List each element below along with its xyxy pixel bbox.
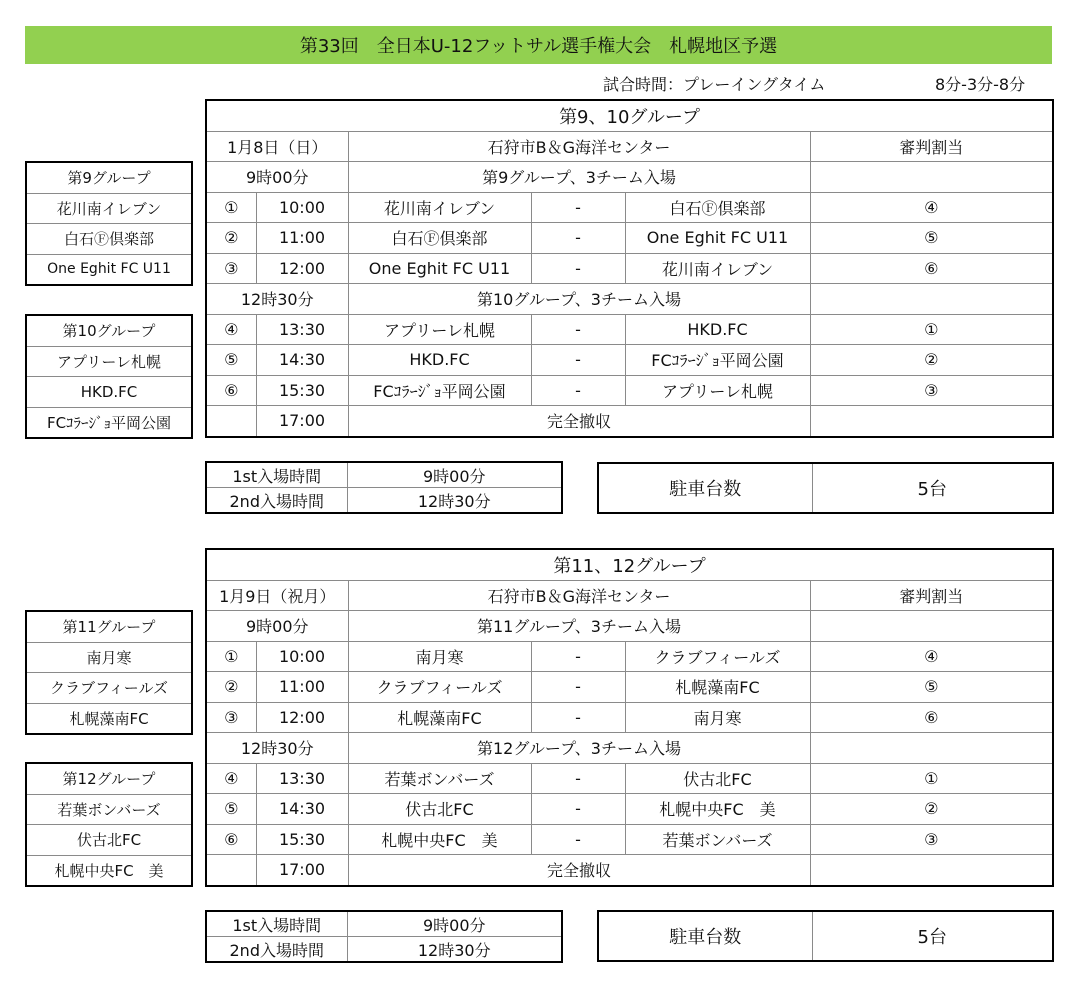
end-time: 17:00	[256, 406, 348, 437]
match-row	[206, 345, 1053, 376]
match-row	[206, 192, 1053, 223]
block-title: 第9、10グループ	[206, 100, 1053, 131]
team-name: クラブフィールズ	[26, 673, 192, 704]
team-name: HKD.FC	[26, 377, 192, 408]
schedule-table-block-2	[205, 548, 1054, 887]
versus-dash: -	[531, 253, 625, 284]
group-name: 第11グループ	[26, 611, 192, 642]
team-name: 札幌中央FC 美	[26, 855, 192, 886]
home-team: FCｺﾗｰｼﾞｮ平岡公園	[348, 375, 531, 406]
match-number: ⑤	[206, 794, 256, 825]
referee-assignment: ③	[810, 824, 1053, 855]
versus-dash: -	[531, 641, 625, 672]
empty-cell	[206, 855, 256, 886]
referee-assignment: ⑤	[810, 672, 1053, 703]
match-time: 10:00	[256, 192, 348, 223]
schedule-table-block-1	[205, 99, 1054, 438]
group-name: 第12グループ	[26, 763, 192, 794]
match-row	[206, 641, 1053, 672]
match-number: ④	[206, 763, 256, 794]
match-row	[206, 672, 1053, 703]
match-number: ②	[206, 223, 256, 254]
referee-assignment: ②	[810, 794, 1053, 825]
away-team: 札幌中央FC 美	[625, 794, 810, 825]
match-number: ③	[206, 702, 256, 733]
match-row	[206, 314, 1053, 345]
match-number: ④	[206, 314, 256, 345]
group-12-roster	[25, 762, 193, 887]
versus-dash: -	[531, 672, 625, 703]
home-team: アプリーレ札幌	[348, 314, 531, 345]
parking-value: 5台	[812, 463, 1053, 513]
home-team: One Eghit FC U11	[348, 253, 531, 284]
match-number: ②	[206, 672, 256, 703]
entry-note: 第9グループ、3チーム入場	[348, 162, 810, 193]
away-team: One Eghit FC U11	[625, 223, 810, 254]
match-number: ①	[206, 192, 256, 223]
match-time: 12:00	[256, 253, 348, 284]
team-name: One Eghit FC U11	[26, 254, 192, 285]
referee-assignment: ①	[810, 314, 1053, 345]
team-name: 若葉ボンバーズ	[26, 794, 192, 825]
team-name: 南月寒	[26, 642, 192, 673]
versus-dash: -	[531, 345, 625, 376]
match-row	[206, 763, 1053, 794]
end-note: 完全撤収	[348, 406, 810, 437]
schedule-label: 2nd入場時間	[206, 488, 347, 514]
empty-cell	[810, 162, 1053, 193]
away-team: アプリーレ札幌	[625, 375, 810, 406]
team-name: アプリーレ札幌	[26, 346, 192, 377]
entry-time: 9時00分	[206, 162, 348, 193]
away-team: FCｺﾗｰｼﾞｮ平岡公園	[625, 345, 810, 376]
schedule-value: 12時30分	[347, 488, 562, 514]
match-number: ③	[206, 253, 256, 284]
team-name: 白石Ⓕ倶楽部	[26, 224, 192, 255]
versus-dash: -	[531, 702, 625, 733]
schedule-value: 9時00分	[347, 911, 562, 937]
versus-dash: -	[531, 314, 625, 345]
referee-assignment: ⑥	[810, 253, 1053, 284]
match-time: 15:30	[256, 824, 348, 855]
away-team: 若葉ボンバーズ	[625, 824, 810, 855]
block-title: 第11、12グループ	[206, 549, 1053, 580]
parking-label: 駐車台数	[598, 911, 812, 961]
home-team: クラブフィールズ	[348, 672, 531, 703]
group-name: 第9グループ	[26, 162, 192, 193]
group-11-roster	[25, 610, 193, 735]
empty-cell	[810, 406, 1053, 437]
play-time-label: 試合時間：プレーイングタイム	[603, 74, 826, 94]
referee-assignment: ④	[810, 641, 1053, 672]
versus-dash: -	[531, 223, 625, 254]
referee-assignment: ②	[810, 345, 1053, 376]
away-team: 花川南イレブン	[625, 253, 810, 284]
empty-cell	[810, 733, 1053, 764]
page-title-banner: 第33回 全日本U-12フットサル選手権大会 札幌地区予選	[25, 26, 1052, 64]
team-name: 花川南イレブン	[26, 193, 192, 224]
match-row	[206, 375, 1053, 406]
empty-cell	[206, 406, 256, 437]
entry-time: 12時30分	[206, 733, 348, 764]
match-time: 10:00	[256, 641, 348, 672]
home-team: 白石Ⓕ倶楽部	[348, 223, 531, 254]
home-team: 札幌藻南FC	[348, 702, 531, 733]
match-time: 13:30	[256, 314, 348, 345]
end-time: 17:00	[256, 855, 348, 886]
match-row	[206, 223, 1053, 254]
away-team: 伏古北FC	[625, 763, 810, 794]
home-team: 札幌中央FC 美	[348, 824, 531, 855]
schedule-label: 1st入場時間	[206, 462, 347, 488]
entry-time: 9時00分	[206, 611, 348, 642]
home-team: HKD.FC	[348, 345, 531, 376]
schedule-value: 9時00分	[347, 462, 562, 488]
match-time: 11:00	[256, 672, 348, 703]
match-row	[206, 824, 1053, 855]
match-time: 11:00	[256, 223, 348, 254]
match-date: 1月8日（日）	[206, 131, 348, 162]
away-team: HKD.FC	[625, 314, 810, 345]
schedule-label: 2nd入場時間	[206, 937, 347, 963]
match-time: 13:30	[256, 763, 348, 794]
group-9-roster	[25, 161, 193, 286]
empty-cell	[810, 611, 1053, 642]
schedule-value: 12時30分	[347, 937, 562, 963]
match-date: 1月9日（祝月）	[206, 580, 348, 611]
venue: 石狩市B＆G海洋センター	[348, 131, 810, 162]
group-name: 第10グループ	[26, 315, 192, 346]
entry-schedule-block-1	[205, 461, 563, 514]
match-row	[206, 794, 1053, 825]
referee-assignment: ③	[810, 375, 1053, 406]
referee-assignment: ⑥	[810, 702, 1053, 733]
match-number: ①	[206, 641, 256, 672]
home-team: 伏古北FC	[348, 794, 531, 825]
parking-label: 駐車台数	[598, 463, 812, 513]
away-team: 札幌藻南FC	[625, 672, 810, 703]
match-number: ⑥	[206, 375, 256, 406]
match-time: 14:30	[256, 794, 348, 825]
schedule-label: 1st入場時間	[206, 911, 347, 937]
match-row	[206, 702, 1053, 733]
away-team: 白石Ⓕ倶楽部	[625, 192, 810, 223]
entry-time: 12時30分	[206, 284, 348, 315]
versus-dash: -	[531, 794, 625, 825]
match-number: ⑤	[206, 345, 256, 376]
home-team: 南月寒	[348, 641, 531, 672]
play-time-value: 8分-3分-8分	[935, 74, 1026, 94]
team-name: 伏古北FC	[26, 825, 192, 856]
end-note: 完全撤収	[348, 855, 810, 886]
referee-assignment: ①	[810, 763, 1053, 794]
versus-dash: -	[531, 375, 625, 406]
team-name: FCｺﾗｰｼﾞｮ平岡公園	[26, 407, 192, 438]
team-name: 札幌藻南FC	[26, 703, 192, 734]
referee-assignment: ⑤	[810, 223, 1053, 254]
referee-header: 審判割当	[810, 580, 1053, 611]
match-time: 15:30	[256, 375, 348, 406]
venue: 石狩市B＆G海洋センター	[348, 580, 810, 611]
match-number: ⑥	[206, 824, 256, 855]
entry-note: 第11グループ、3チーム入場	[348, 611, 810, 642]
match-time: 12:00	[256, 702, 348, 733]
versus-dash: -	[531, 824, 625, 855]
entry-schedule-block-2	[205, 910, 563, 963]
parking-block-1	[597, 462, 1054, 514]
match-time: 14:30	[256, 345, 348, 376]
match-row	[206, 253, 1053, 284]
away-team: 南月寒	[625, 702, 810, 733]
entry-note: 第10グループ、3チーム入場	[348, 284, 810, 315]
referee-header: 審判割当	[810, 131, 1053, 162]
versus-dash: -	[531, 192, 625, 223]
home-team: 若葉ボンバーズ	[348, 763, 531, 794]
group-10-roster	[25, 314, 193, 439]
empty-cell	[810, 855, 1053, 886]
away-team: クラブフィールズ	[625, 641, 810, 672]
empty-cell	[810, 284, 1053, 315]
entry-note: 第12グループ、3チーム入場	[348, 733, 810, 764]
parking-block-2	[597, 910, 1054, 962]
home-team: 花川南イレブン	[348, 192, 531, 223]
parking-value: 5台	[812, 911, 1053, 961]
referee-assignment: ④	[810, 192, 1053, 223]
versus-dash: -	[531, 763, 625, 794]
